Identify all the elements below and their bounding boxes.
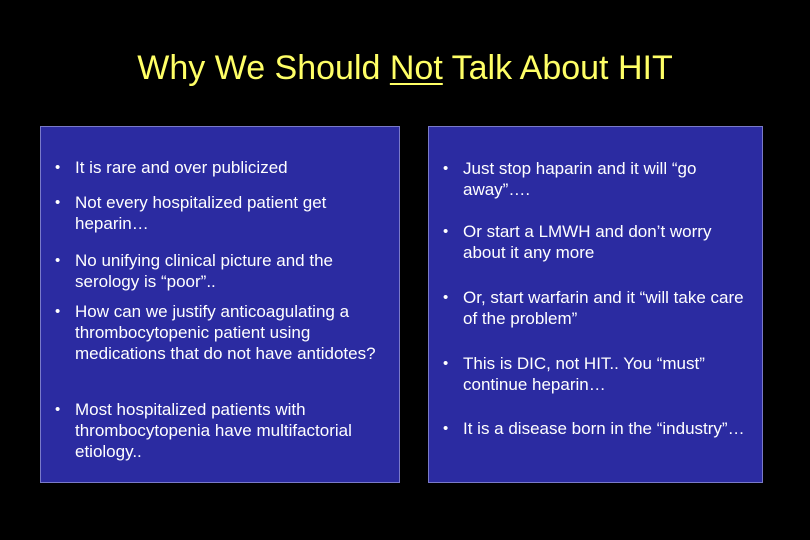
right-panel <box>428 126 763 483</box>
list-item-text: How can we justify anticoagulating a thrombocytopenic patient using medications that do not have antidotes? <box>75 302 376 363</box>
list-item-text: No unifying clinical picture and the serology is “poor”.. <box>75 251 333 291</box>
list-item-text: Or start a LMWH and don’t worry about it any more <box>463 222 712 262</box>
slide-title <box>0 48 810 88</box>
bullet-icon: • <box>443 223 449 240</box>
title-text-pre: Why We Should <box>137 49 390 87</box>
bullet-icon: • <box>443 160 449 177</box>
list-item-text: Just stop haparin and it will “go away”…. <box>463 159 697 199</box>
bullet-icon: • <box>55 401 61 418</box>
list-item-text: Most hospitalized patients with thrombocytopenia have multifactorial etiology.. <box>75 400 352 461</box>
list-item-text: Not every hospitalized patient get heparin… <box>75 193 327 233</box>
bullet-icon: • <box>55 194 61 211</box>
bullet-icon: • <box>443 289 449 306</box>
title-text-emphasis: Not <box>389 49 443 87</box>
left-panel <box>40 126 400 483</box>
bullet-icon: • <box>443 355 449 372</box>
list-item-text: It is a disease born in the “industry”… <box>463 419 745 438</box>
list-item-text: This is DIC, not HIT.. You “must” continue heparin… <box>463 354 705 394</box>
bullet-icon: • <box>55 159 61 176</box>
bullet-icon: • <box>55 303 61 320</box>
list-item-text: It is rare and over publicized <box>75 158 288 177</box>
bullet-icon: • <box>55 252 61 269</box>
bullet-icon: • <box>443 420 449 437</box>
list-item-text: Or, start warfarin and it “will take care of the problem” <box>463 288 744 328</box>
title-text-post: Talk About HIT <box>442 49 673 87</box>
